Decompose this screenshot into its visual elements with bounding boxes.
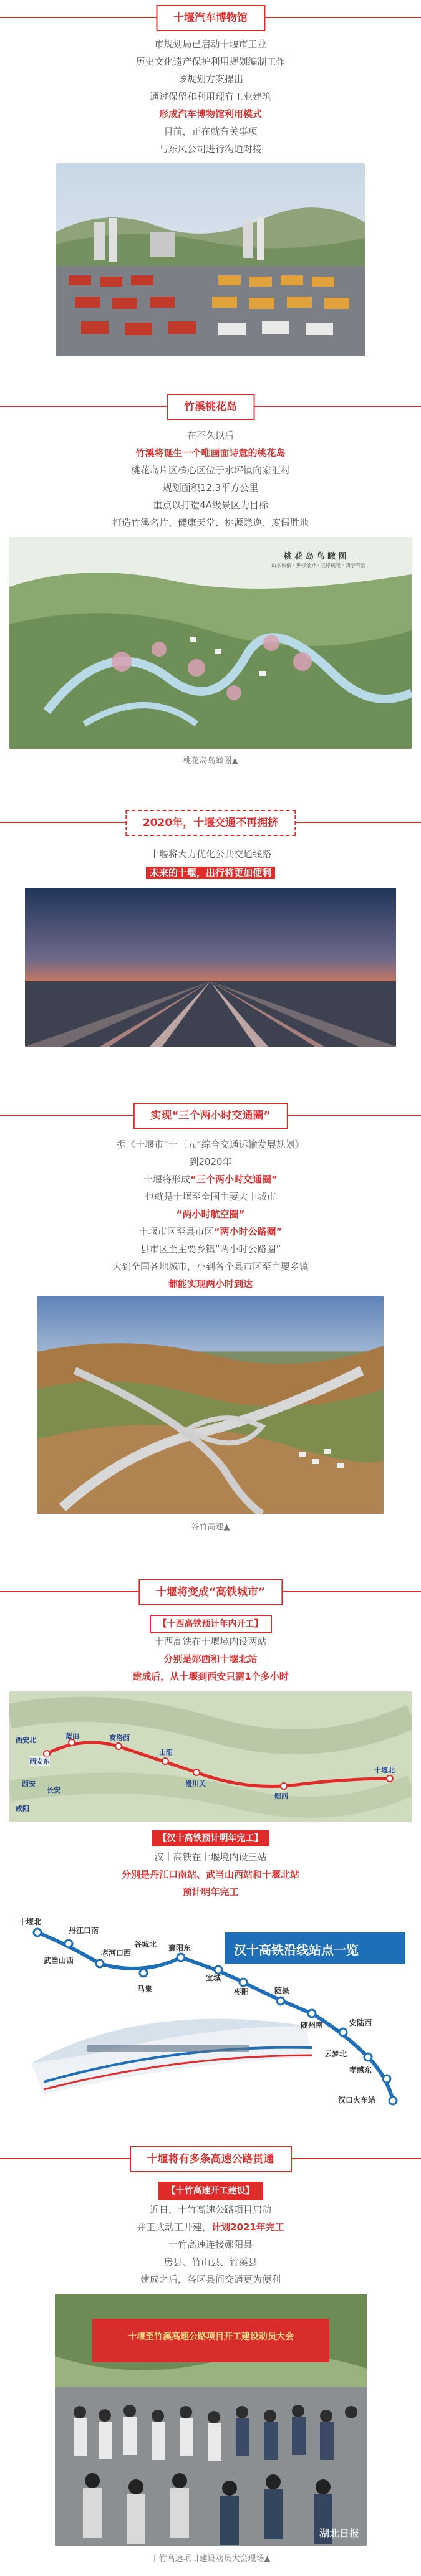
map-title: 桃 花 岛 鸟 瞰 图	[284, 552, 347, 561]
station-label: 武当山西	[44, 1956, 74, 1965]
subheading-line	[0, 2182, 421, 2200]
station-label: 西安北	[16, 1736, 36, 1744]
subheading-line	[0, 1615, 421, 1633]
text-line: 县市区至主要乡镇“两小时公路圈”	[140, 1243, 281, 1255]
text-line: 与东风公司进行沟通对接	[158, 143, 262, 154]
section-title: 实现“三个两小时交通圈”	[133, 1103, 288, 1129]
emphasis-segment: “两小时公路圈”	[213, 1226, 283, 1237]
section-header-peach-island	[0, 394, 421, 419]
text-line	[0, 1172, 421, 1186]
station-label: 漫川关	[185, 1780, 206, 1788]
highlight-text: 未来的十堰，出行将更加便利	[146, 867, 275, 879]
text-line: 十西高铁在十堰境内设两站	[154, 1636, 267, 1647]
text-line: 大到全国各地城市，小到各个县市区至主要乡镇	[112, 1261, 309, 1272]
subheading-line	[0, 1830, 421, 1846]
highway-sunset-photo	[25, 888, 396, 1047]
station-label: 蓝田	[65, 1732, 79, 1741]
emphasis-line	[0, 866, 421, 880]
section-header-high-speed-rail	[0, 1579, 421, 1604]
station-label: 商洛西	[109, 1734, 130, 1742]
station-label: 十堰北	[19, 1918, 42, 1926]
text-segment: 并正式动工开建，	[137, 2222, 212, 2233]
text-line: 近日，十竹高速公路项目启动	[149, 2204, 271, 2215]
text-line: 也就是十堰至全国主要大中城市	[145, 1191, 276, 1202]
station-label: 云梦北	[324, 2050, 347, 2058]
station-label: 安陆西	[349, 2018, 372, 2027]
emphasis-line: 竹溪将诞生一个唯画面诗意的桃花岛	[135, 447, 286, 459]
ceremony-banner-text: 十堰至竹溪高速公路项目开工建设动员大会	[128, 2332, 294, 2342]
station-label: 随州南	[301, 2021, 324, 2030]
station-label: 长安	[47, 1786, 60, 1794]
text-line: 重点以打造4A级景区为目标	[153, 500, 268, 511]
image-caption: 谷竹高速▲	[191, 1523, 230, 1532]
text-line: 到2020年	[189, 1156, 232, 1167]
station-label: 山阳	[159, 1749, 173, 1757]
emphasis-line: 都能实现两小时到达	[168, 1278, 253, 1290]
text-line: 据《十堰市“十三五”综合交通运输发展规划》	[117, 1139, 304, 1150]
image-caption: 桃花岛鸟瞰图▲	[183, 756, 238, 766]
emphasis-line: 分别是丹江口南站、武当山西站和十堰北站	[121, 1869, 299, 1880]
text-line: 桃花岛片区核心区位于水坪镇向家汇村	[130, 465, 290, 476]
text-line: 在不久以后	[186, 430, 234, 441]
subheading-box: 【十竹高速开工建设】	[158, 2182, 263, 2200]
text-line: 规划面积12.3平方公里	[162, 482, 259, 493]
text-line: 建成之后，各区县间交通更为便利	[140, 2274, 281, 2285]
emphasis-segment: “三个两小时交通圈”	[190, 1174, 278, 1185]
text-line: 目前，正在就有关事项	[163, 126, 258, 137]
watermark: 湖北日报	[319, 2527, 359, 2539]
section-header-museum	[0, 5, 421, 30]
station-label: 谷城北	[134, 1940, 157, 1949]
peach-island-aerial-render	[9, 537, 412, 749]
station-label: 宜城	[206, 1974, 221, 1982]
text-line: 十堰将大力优化公共交通线路	[149, 848, 271, 860]
section-title: 十堰汽车博物馆	[156, 5, 265, 31]
station-label: 咸阳	[16, 1805, 29, 1813]
station-label: 枣阳	[234, 1987, 249, 1996]
section-header-two-hour-circle	[0, 1103, 421, 1128]
emphasis-line: 分别是郧西和十堰北站	[163, 1653, 258, 1665]
text-line: 打造竹溪名片、健康天堂、桃源隐逸、度假胜地	[112, 517, 309, 528]
station-label: 孝感东	[349, 2066, 372, 2075]
station-label: 随县	[274, 1986, 290, 1995]
station-label: 老河口西	[101, 1949, 132, 1957]
map-subtitle: 山水相依 · 步移景异 · 三岸桃花 · 四季有景	[271, 563, 365, 568]
han-shi-route-diagram	[19, 1908, 405, 2113]
text-line: 市规划局已启动十堰市工业	[154, 39, 267, 50]
subheading-badge: 【汉十高铁预计明年完工】	[152, 1830, 269, 1846]
section-title: 十堰将有多条高速公路贯通	[130, 2146, 292, 2172]
station-label: 襄阳东	[168, 1944, 191, 1952]
section-header-traffic	[0, 810, 421, 835]
text-line: 通过保留和利用现有工业建筑	[149, 91, 271, 102]
section-title: 十堰将变成“高铁城市”	[138, 1579, 283, 1605]
emphasis-line: 形成汽车博物馆利用模式	[158, 108, 262, 120]
text-line: 历史文化遗产保护利用规划编制工作	[135, 56, 286, 67]
station-label: 汉口火车站	[338, 2096, 376, 2104]
station-label: 马集	[137, 1985, 153, 1994]
emphasis-line: 预计明年完工	[182, 1886, 239, 1898]
station-label: 西安东	[29, 1757, 50, 1766]
section-title: 2020年，十堰交通不再拥挤	[125, 810, 296, 836]
station-label: 十堰北	[374, 1766, 395, 1774]
text-line: 该规划方案提出	[177, 74, 243, 85]
gu-zhu-expressway-photo	[37, 1296, 384, 1514]
museum-photo	[56, 163, 365, 356]
text-line: 房县、竹山县、竹溪县	[163, 2256, 258, 2268]
text-segment: 十堰市区至县市区	[138, 1226, 214, 1237]
text-line	[0, 2220, 421, 2234]
station-label: 郧西	[274, 1792, 288, 1800]
emphasis-segment: 计划2021年完工	[211, 2222, 284, 2233]
text-segment: 十堰将形成	[143, 1174, 191, 1185]
station-label: 丹江口南	[69, 1926, 99, 1935]
image-caption: 十竹高速项目建设动员大会现场▲	[150, 2554, 271, 2564]
text-line: 汉十高铁在十堰境内设三站	[154, 1851, 267, 1863]
section-header-expressways	[0, 2146, 421, 2171]
text-line: 十竹高速连接郧阳县	[168, 2239, 253, 2250]
section-title: 竹溪桃花岛	[167, 394, 254, 420]
emphasis-line: 建成后，从十堰到西安只需1个多小时	[132, 1671, 289, 1682]
route-title: 汉十高铁沿线站点一览	[234, 1942, 359, 1957]
expressway-ceremony-photo	[55, 2294, 367, 2546]
emphasis-line: “两小时航空圈”	[176, 1209, 245, 1220]
text-line	[0, 1225, 421, 1238]
xi-shi-railway-map	[9, 1691, 412, 1822]
station-label: 西安	[22, 1780, 36, 1788]
subheading-box: 【十西高铁预计年内开工】	[150, 1615, 272, 1633]
